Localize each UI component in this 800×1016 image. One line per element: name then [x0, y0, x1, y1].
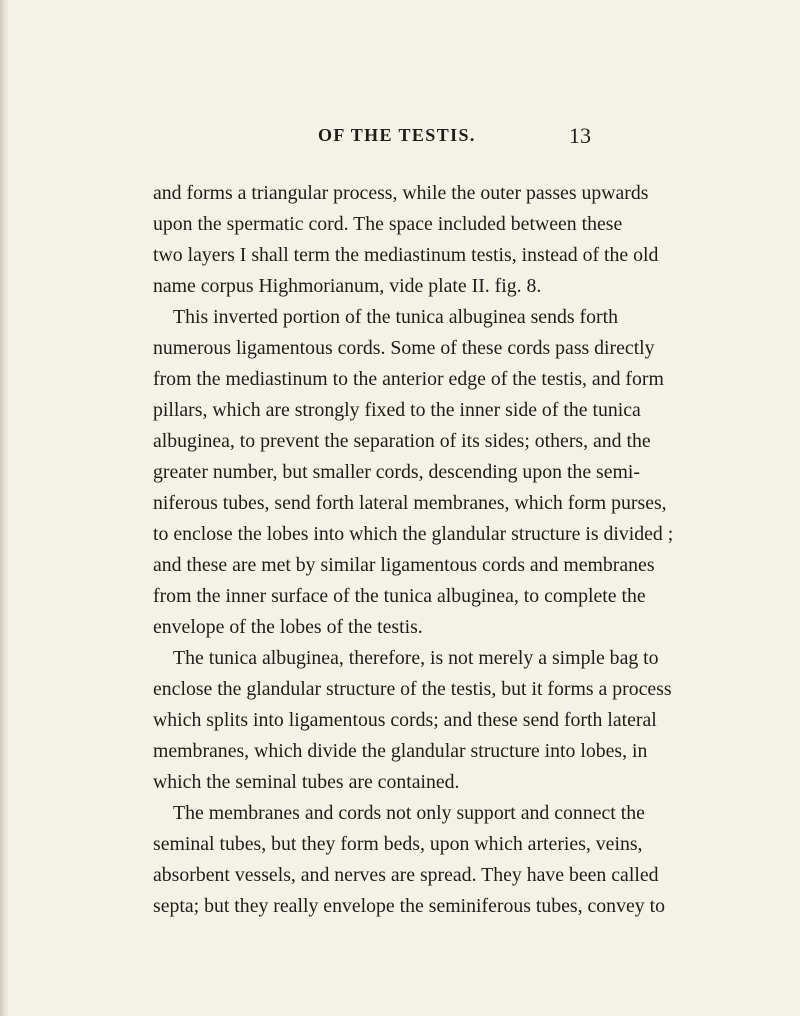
text-line: which splits into ligamentous cords; and these send forth lateral	[153, 709, 657, 731]
text-line: upon the spermatic cord. The space included between these	[153, 213, 623, 235]
text-line: seminal tubes, but they form beds, upon which arteries, veins,	[153, 833, 643, 855]
paragraph-start-line: The tunica albuginea, therefore, is not merely a simple bag to	[173, 647, 659, 669]
paragraph-start-line: This inverted portion of the tunica albuginea sends forth	[173, 306, 618, 328]
text-line: septa; but they really envelope the seminiferous tubes, convey to	[153, 895, 665, 917]
text-line: absorbent vessels, and nerves are spread. They have been called	[153, 864, 659, 886]
text-line: pillars, which are strongly fixed to the inner side of the tunica	[153, 399, 641, 421]
text-line: from the inner surface of the tunica albuginea, to complete the	[153, 585, 646, 607]
text-line: which the seminal tubes are contained.	[153, 771, 460, 793]
text-line: enclose the glandular structure of the testis, but it forms a process	[153, 678, 672, 700]
paragraph-start-line: The membranes and cords not only support and connect the	[173, 802, 645, 824]
text-line: albuginea, to prevent the separation of its sides; others, and the	[153, 430, 651, 452]
text-line: membranes, which divide the glandular structure into lobes, in	[153, 740, 648, 762]
text-line: niferous tubes, send forth lateral membranes, which form purses,	[153, 492, 667, 514]
body-text	[153, 178, 674, 922]
text-line: two layers I shall term the mediastinum testis, instead of the old	[153, 244, 659, 266]
running-head: OF THE TESTIS.	[318, 125, 476, 145]
text-line: to enclose the lobes into which the glandular structure is divided ;	[153, 523, 674, 545]
text-line: name corpus Highmorianum, vide plate II. fig. 8.	[153, 275, 542, 297]
text-line: envelope of the lobes of the testis.	[153, 616, 423, 638]
text-line: numerous ligamentous cords. Some of these cords pass directly	[153, 337, 655, 359]
page-number: 13	[569, 123, 591, 148]
text-line: greater number, but smaller cords, descending upon the semi-	[153, 461, 640, 483]
text-line: and forms a triangular process, while the outer passes upwards	[153, 182, 649, 204]
text-line: from the mediastinum to the anterior edge of the testis, and form	[153, 368, 664, 390]
page-edge-shadow	[0, 0, 9, 1016]
text-line: and these are met by similar ligamentous cords and membranes	[153, 554, 655, 576]
